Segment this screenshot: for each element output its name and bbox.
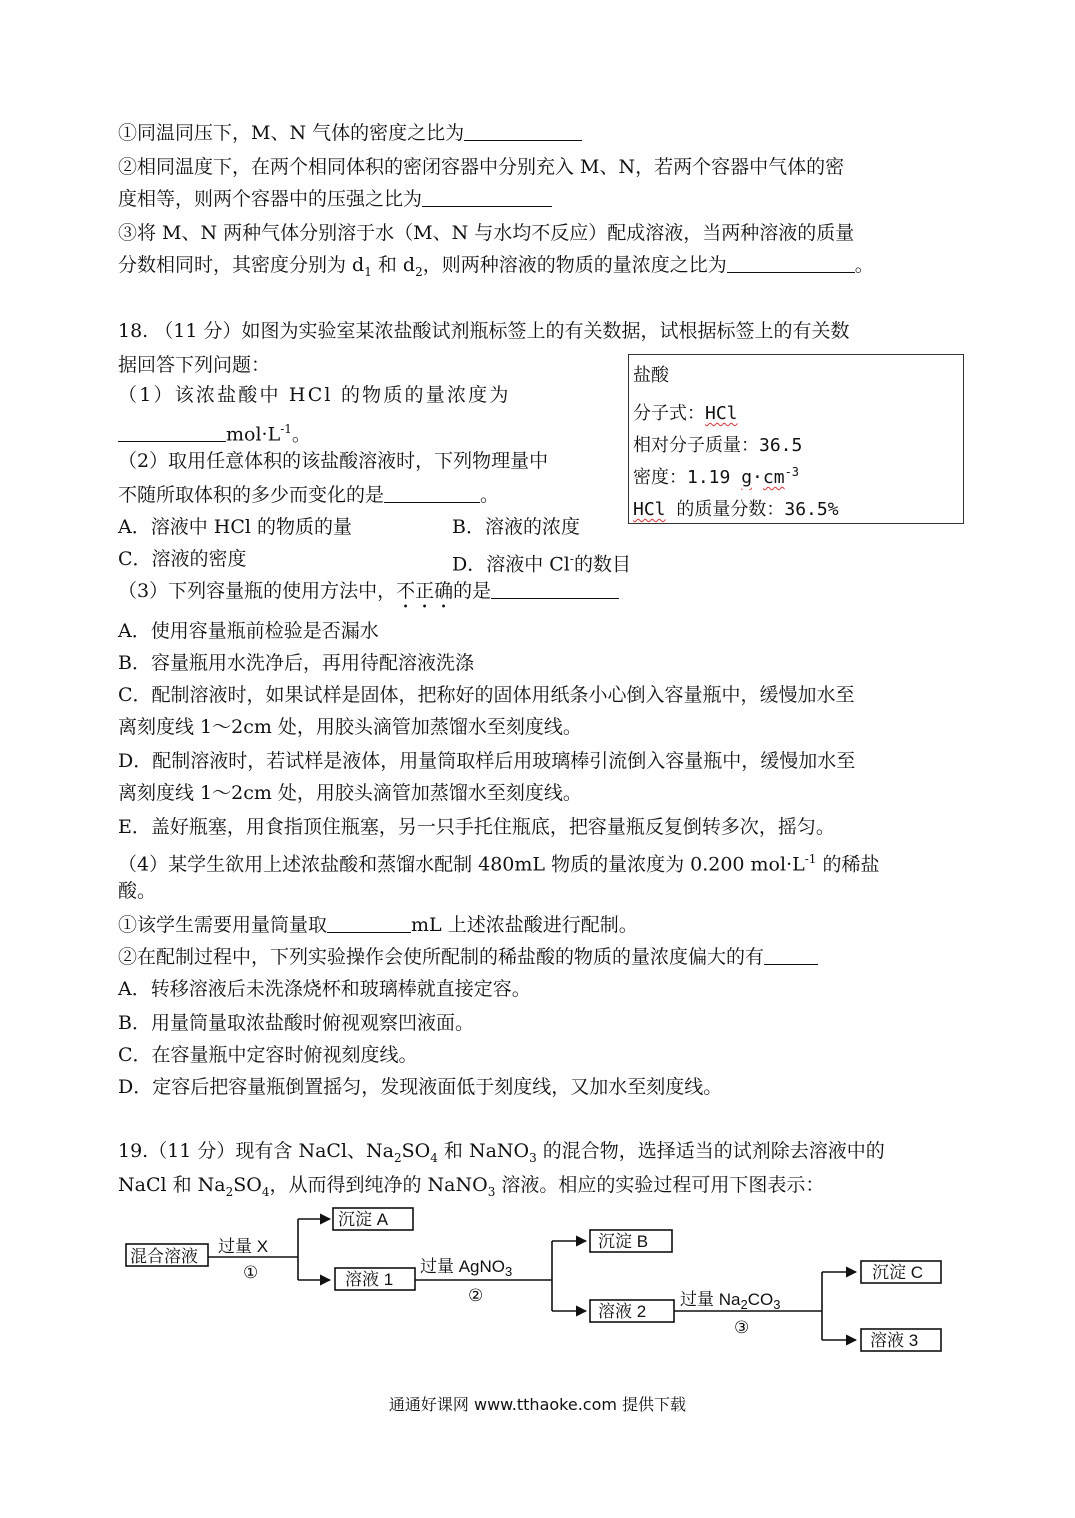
flow-solution-3: 溶液 3 [870,1331,919,1350]
q18-part4-sub2: ②在配制过程中，下列实验操作会使所配制的稀盐酸的物质的量浓度偏大的有 [118,944,818,970]
q18-option-b: B．溶液的浓度 [452,516,580,538]
flow-step2-reagent: 过量 AgNO$_3$ [420,1257,513,1279]
q18-part2-line1: （2）取用任意体积的该盐酸溶液时，下列物理量中 [118,450,549,472]
q18-part4-sub1: ①该学生需要用量筒量取 mL 上述浓盐酸进行配制。 [118,914,638,936]
flow-precipitate-c: 沉淀 C [872,1263,923,1282]
q18-intro-1: 18. （11 分）如图为实验室某浓盐酸试剂瓶标签上的有关数据，试根据标签上的有关数 [118,320,850,342]
flow-precipitate-a: 沉淀 A [338,1210,389,1229]
q18-part4-a: A．转移溶液后未洗涤烧杯和玻璃棒就直接定容。 [118,978,531,1000]
q18-part3-a: A．使用容量瓶前检验是否漏水 [118,620,379,642]
q17-line-4: ③将 M、N 两种气体分别溶于水（M、N 与水均不反应）配成溶液，当两种溶液的质量 [118,222,855,244]
flow-solution-2: 溶液 2 [598,1302,647,1321]
q18-part3-d1: D．配制溶液时，若试样是液体，用量筒取样后用玻璃棒引流倒入容量瓶中，缓慢加水至 [118,750,856,772]
label-formula: 分子式：HCl [633,403,738,424]
flow-step3-number: ③ [734,1318,750,1337]
page-footer: 通通好课网 www.tthaoke.com 提供下载 [388,1395,687,1414]
q18-part3-b: B．容量瓶用水洗净后，再用待配溶液洗涤 [118,652,474,674]
label-density: 密度：1.19 $g\cdot cm^{-3}$ [633,465,800,488]
q17-line-5: 分数相同时，其密度分别为 $d_1$ 和 $d_2$，则两种溶液的物质的量浓度之比为 。 [118,254,874,279]
q18-part4-d: D．定容后把容量瓶倒置摇匀，发现液面低于刻度线，又加水至刻度线。 [118,1076,723,1098]
q18-part4-line2: 酸。 [118,880,157,902]
q18-part2-line2: 不随所取体积的多少而变化的是 。 [118,484,500,506]
q18-intro-2: 据回答下列问题： [118,354,271,376]
q18-part3-c1: C．配制溶液时，如果试样是固体，把称好的固体用纸条小心倒入容量瓶中，缓慢加水至 [118,684,855,706]
flow-solution-1: 溶液 1 [345,1270,394,1289]
q17-line-1: ①同温同压下，M、N 气体的密度之比为 [118,120,582,146]
q17-line-3: 度相等，则两个容器中的压强之比为 [118,186,552,212]
flow-step3-reagent: 过量 $Na_2CO_3$ [680,1290,781,1312]
flow-step2-number: ② [468,1286,484,1305]
q18-part3-c2: 离刻度线 1～2cm 处，用胶头滴管加蒸馏水至刻度线。 [118,716,582,738]
label-mass-fraction: HCl 的质量分数：36.5% [633,499,839,520]
label-molar-mass: 相对分子质量：36.5 [633,435,803,456]
q18-part3-d2: 离刻度线 1～2cm 处，用胶头滴管加蒸馏水至刻度线。 [118,782,582,804]
q18-part4-line1: （4）某学生欲用上述浓盐酸和蒸馏水配制 480mL 物质的量浓度为 0.200 $mol\cdot L^{-1}$ 的稀盐 [118,852,880,876]
flow-step1-reagent: 过量 X [218,1237,269,1256]
q19-line-1: 19.（11 分）现有含 NaCl、$Na_2SO_4$ 和 NaNO$_3$ 的混合物，选择适当的试剂除去溶液中的 [118,1140,885,1165]
q18-part3: （3）下列容量瓶的使用方法中，不正确的是 [118,578,619,613]
flow-start-label: 混合溶液 [130,1247,198,1266]
q18-part1-line1: （1）该浓盐酸中 HCl 的物质的量浓度为 [118,384,511,406]
q18-option-d: D．溶液中 Cl-的数目 [452,552,631,576]
flow-precipitate-b: 沉淀 B [598,1232,649,1251]
q18-part1-line2: $mol\cdot L^{-1}$。 [118,416,311,447]
q18-part4-b: B．用量筒量取浓盐酸时俯视观察凹液面。 [118,1012,474,1034]
q18-option-a: A．溶液中 HCl 的物质的量 [118,516,352,538]
q18-part3-e: E．盖好瓶塞，用食指顶住瓶塞，另一只手托住瓶底，把容量瓶反复倒转多次，摇匀。 [118,816,835,838]
q18-option-c: C．溶液的密度 [118,548,247,570]
q17-line-2: ②相同温度下，在两个相同体积的密闭容器中分别充入 M、N，若两个容器中气体的密 [118,156,845,178]
q18-part4-c: C．在容量瓶中定容时俯视刻度线。 [118,1044,418,1066]
flow-step1-number: ① [243,1263,259,1282]
q19-line-2: NaCl 和 $Na_2SO_4$，从而得到纯净的 NaNO$_3$ 溶液。相应的实验过程可用下图表示： [118,1174,825,1199]
label-title: 盐酸 [633,365,669,386]
